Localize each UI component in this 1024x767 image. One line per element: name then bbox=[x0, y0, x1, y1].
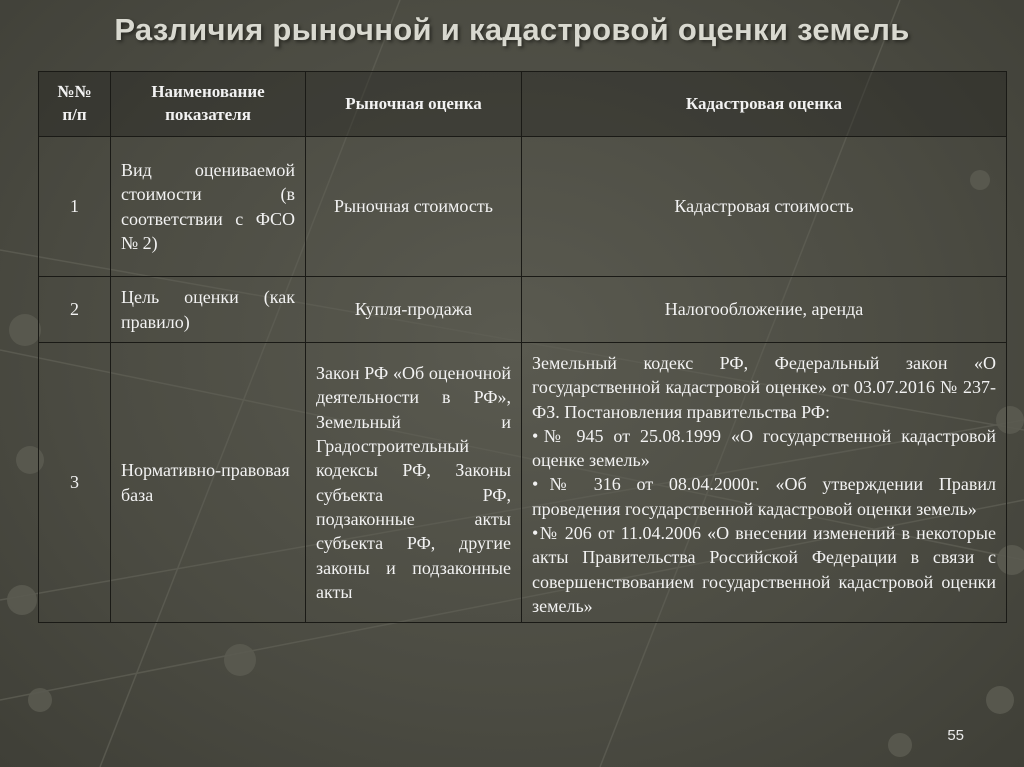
row-1-market: Рыночная стоимость bbox=[306, 137, 522, 277]
page-number: 55 bbox=[947, 727, 964, 744]
row-2-market: Купля-продажа bbox=[306, 277, 522, 343]
header-market: Рыночная оценка bbox=[306, 72, 522, 137]
header-name: Наименование показателя bbox=[111, 72, 306, 137]
row-1-name: Вид оцениваемой стоимости (в соответствии с ФСО № 2) bbox=[111, 137, 306, 277]
decree-list-item: •№ 945 от 25.08.1999 «О государственной кадастровой оценке земель» bbox=[532, 425, 996, 471]
decree-list bbox=[532, 424, 996, 618]
row-3-name: Нормативно-правовая база bbox=[111, 343, 306, 623]
header-cadastral: Кадастровая оценка bbox=[522, 72, 1007, 137]
table-header-row bbox=[39, 72, 1007, 137]
decree-list-item: •№ 206 от 11.04.2006 «О внесении изменений в некоторые акты Правительства Российской Федерации в связи с совершенствованием государственной кадастровой оценки земель» bbox=[532, 523, 996, 616]
table-row bbox=[39, 137, 1007, 277]
row-2-num: 2 bbox=[39, 277, 111, 343]
decree-list-item: •№ 316 от 08.04.2000г. «Об утверждении Правил проведения государственной кадастровой оценки земель» bbox=[532, 474, 996, 519]
row-2-cadastral: Налогообложение, аренда bbox=[522, 277, 1007, 343]
row-3-market: Закон РФ «Об оценочной деятельности в РФ», Земельный и Градостроительный кодексы РФ, Законы субъекта РФ, подзаконные акты субъекта РФ, другие законы и подзаконные акты bbox=[306, 343, 522, 623]
row-2-name: Цель оценки (как правило) bbox=[111, 277, 306, 343]
table-row bbox=[39, 343, 1007, 623]
row-3-cadastral bbox=[522, 343, 1007, 623]
table-row bbox=[39, 277, 1007, 343]
header-num: №№ п/п bbox=[39, 72, 111, 137]
comparison-table bbox=[38, 71, 1007, 623]
slide-title: Различия рыночной и кадастровой оценки земель bbox=[114, 12, 910, 47]
row-1-num: 1 bbox=[39, 137, 111, 277]
row-3-num: 3 bbox=[39, 343, 111, 623]
row-1-cadastral: Кадастровая стоимость bbox=[522, 137, 1007, 277]
row-3-cadastral-intro: Земельный кодекс РФ, Федеральный закон «О государственной кадастровой оценке» от 03.07.2016 № 237-ФЗ. Постановления правительства РФ: bbox=[532, 353, 996, 422]
